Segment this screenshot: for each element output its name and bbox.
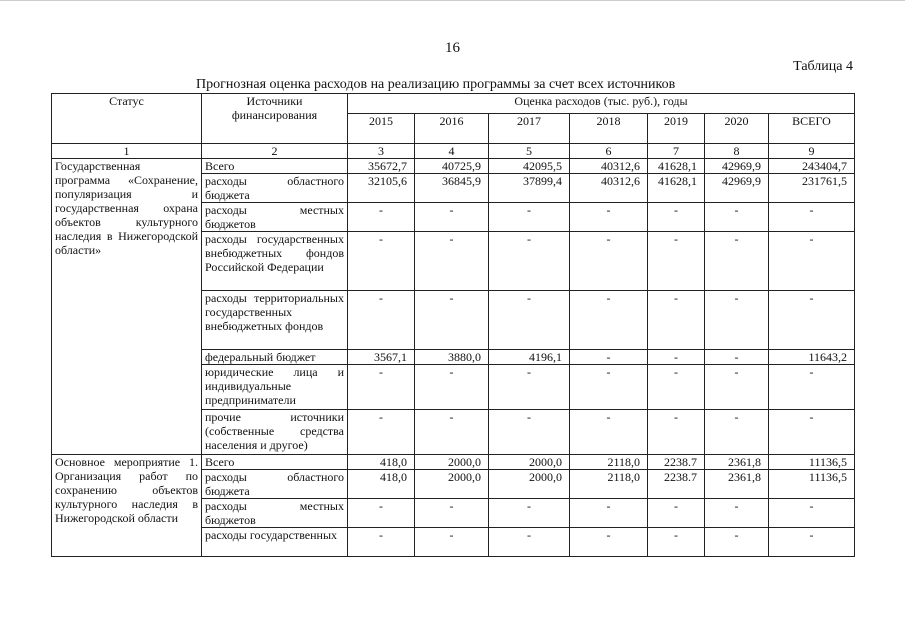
value-cell: 35672,7 bbox=[348, 159, 415, 174]
header-year: 2019 bbox=[648, 114, 705, 144]
total-cell: - bbox=[769, 291, 855, 350]
value-cell: - bbox=[415, 528, 489, 557]
column-number: 2 bbox=[202, 144, 348, 159]
value-cell: - bbox=[489, 410, 570, 455]
value-cell: - bbox=[415, 203, 489, 232]
value-cell: - bbox=[348, 232, 415, 291]
column-number: 5 bbox=[489, 144, 570, 159]
source-cell: расходы областного бюджета bbox=[202, 174, 348, 203]
total-cell: - bbox=[769, 232, 855, 291]
value-cell: - bbox=[489, 365, 570, 410]
total-cell: - bbox=[769, 499, 855, 528]
source-cell: расходы областного бюджета bbox=[202, 470, 348, 499]
source-cell: Всего bbox=[202, 159, 348, 174]
value-cell: 2118,0 bbox=[570, 470, 648, 499]
value-cell: - bbox=[348, 291, 415, 350]
value-cell: - bbox=[648, 291, 705, 350]
value-cell: - bbox=[705, 350, 769, 365]
header-estimate: Оценка расходов (тыс. руб.), годы bbox=[348, 94, 855, 114]
total-cell: - bbox=[769, 528, 855, 557]
value-cell: 2238.7 bbox=[648, 470, 705, 499]
value-cell: 42969,9 bbox=[705, 174, 769, 203]
table-title: Прогнозная оценка расходов на реализацию программы за счет всех источников bbox=[196, 77, 676, 92]
value-cell: 2361,8 bbox=[705, 455, 769, 470]
column-number: 1 bbox=[52, 144, 202, 159]
value-cell: 2118,0 bbox=[570, 455, 648, 470]
value-cell: 42969,9 bbox=[705, 159, 769, 174]
value-cell: - bbox=[570, 232, 648, 291]
value-cell: 3567,1 bbox=[348, 350, 415, 365]
value-cell: - bbox=[705, 203, 769, 232]
status-cell: Государственная программа «Сохранение, популяризация и государственная охрана объектов культурного наследия в Нижегородской области» bbox=[52, 159, 202, 455]
value-cell: - bbox=[648, 232, 705, 291]
value-cell: 418,0 bbox=[348, 470, 415, 499]
value-cell: - bbox=[415, 232, 489, 291]
expense-table bbox=[51, 93, 855, 557]
source-cell: федеральный бюджет bbox=[202, 350, 348, 365]
value-cell: 2000,0 bbox=[489, 470, 570, 499]
value-cell: - bbox=[705, 499, 769, 528]
total-cell: 11136,5 bbox=[769, 455, 855, 470]
value-cell: - bbox=[570, 291, 648, 350]
value-cell: - bbox=[705, 232, 769, 291]
column-number: 9 bbox=[769, 144, 855, 159]
value-cell: 36845,9 bbox=[415, 174, 489, 203]
value-cell: - bbox=[648, 410, 705, 455]
value-cell: 41628,1 bbox=[648, 159, 705, 174]
value-cell: - bbox=[348, 203, 415, 232]
value-cell: - bbox=[489, 291, 570, 350]
header-year: 2017 bbox=[489, 114, 570, 144]
value-cell: - bbox=[705, 365, 769, 410]
value-cell: - bbox=[570, 350, 648, 365]
value-cell: 32105,6 bbox=[348, 174, 415, 203]
value-cell: 4196,1 bbox=[489, 350, 570, 365]
column-number-row bbox=[52, 144, 855, 159]
scan-top-edge bbox=[0, 0, 905, 1]
total-cell: 11643,2 bbox=[769, 350, 855, 365]
value-cell: 40312,6 bbox=[570, 159, 648, 174]
column-number: 8 bbox=[705, 144, 769, 159]
source-cell: расходы местных бюджетов bbox=[202, 203, 348, 232]
total-cell: - bbox=[769, 365, 855, 410]
value-cell: 2000,0 bbox=[489, 455, 570, 470]
value-cell: - bbox=[489, 499, 570, 528]
page-number: 16 bbox=[445, 40, 460, 56]
column-number: 3 bbox=[348, 144, 415, 159]
value-cell: - bbox=[570, 499, 648, 528]
header-year: 2015 bbox=[348, 114, 415, 144]
total-cell: - bbox=[769, 410, 855, 455]
value-cell: - bbox=[648, 499, 705, 528]
header-year: 2020 bbox=[705, 114, 769, 144]
column-number: 4 bbox=[415, 144, 489, 159]
value-cell: - bbox=[570, 528, 648, 557]
value-cell: - bbox=[348, 499, 415, 528]
value-cell: - bbox=[705, 291, 769, 350]
column-number: 6 bbox=[570, 144, 648, 159]
total-cell: 231761,5 bbox=[769, 174, 855, 203]
value-cell: - bbox=[648, 528, 705, 557]
value-cell: - bbox=[705, 528, 769, 557]
value-cell: - bbox=[348, 528, 415, 557]
table-row bbox=[52, 455, 855, 470]
header-sources: Источники финансирования bbox=[202, 94, 348, 144]
header-total: ВСЕГО bbox=[769, 114, 855, 144]
value-cell: - bbox=[415, 499, 489, 528]
value-cell: 418,0 bbox=[348, 455, 415, 470]
table-row bbox=[52, 159, 855, 174]
value-cell: 40725,9 bbox=[415, 159, 489, 174]
total-cell: - bbox=[769, 203, 855, 232]
source-cell: расходы территориальных государственных внебюджетных фондов bbox=[202, 291, 348, 350]
value-cell: - bbox=[648, 203, 705, 232]
value-cell: 3880,0 bbox=[415, 350, 489, 365]
value-cell: - bbox=[489, 528, 570, 557]
source-cell: Всего bbox=[202, 455, 348, 470]
value-cell: 2000,0 bbox=[415, 455, 489, 470]
header-year: 2016 bbox=[415, 114, 489, 144]
source-cell: прочие источники (собственные средства населения и другое) bbox=[202, 410, 348, 455]
value-cell: - bbox=[570, 365, 648, 410]
value-cell: 37899,4 bbox=[489, 174, 570, 203]
table-label: Таблица 4 bbox=[793, 59, 853, 74]
value-cell: 2361,8 bbox=[705, 470, 769, 499]
source-cell: расходы местных бюджетов bbox=[202, 499, 348, 528]
value-cell: - bbox=[648, 365, 705, 410]
value-cell: - bbox=[415, 365, 489, 410]
total-cell: 243404,7 bbox=[769, 159, 855, 174]
value-cell: - bbox=[348, 410, 415, 455]
table-body bbox=[52, 159, 855, 557]
value-cell: 41628,1 bbox=[648, 174, 705, 203]
header-year: 2018 bbox=[570, 114, 648, 144]
value-cell: - bbox=[489, 232, 570, 291]
column-number: 7 bbox=[648, 144, 705, 159]
value-cell: 2000,0 bbox=[415, 470, 489, 499]
source-cell: юридические лица и индивидуальные предприниматели bbox=[202, 365, 348, 410]
source-cell: расходы государственных внебюджетных фондов Российской Федерации bbox=[202, 232, 348, 291]
value-cell: 40312,6 bbox=[570, 174, 648, 203]
value-cell: 2238.7 bbox=[648, 455, 705, 470]
value-cell: - bbox=[648, 350, 705, 365]
value-cell: - bbox=[570, 203, 648, 232]
total-cell: 11136,5 bbox=[769, 470, 855, 499]
value-cell: - bbox=[415, 291, 489, 350]
source-cell: расходы государственных bbox=[202, 528, 348, 557]
value-cell: - bbox=[348, 365, 415, 410]
value-cell: - bbox=[489, 203, 570, 232]
value-cell: - bbox=[705, 410, 769, 455]
value-cell: 42095,5 bbox=[489, 159, 570, 174]
status-cell: Основное мероприятие 1. Организация работ по сохранению объектов культурного наследия в Нижегородской области bbox=[52, 455, 202, 557]
header-status: Статус bbox=[52, 94, 202, 144]
value-cell: - bbox=[415, 410, 489, 455]
value-cell: - bbox=[570, 410, 648, 455]
